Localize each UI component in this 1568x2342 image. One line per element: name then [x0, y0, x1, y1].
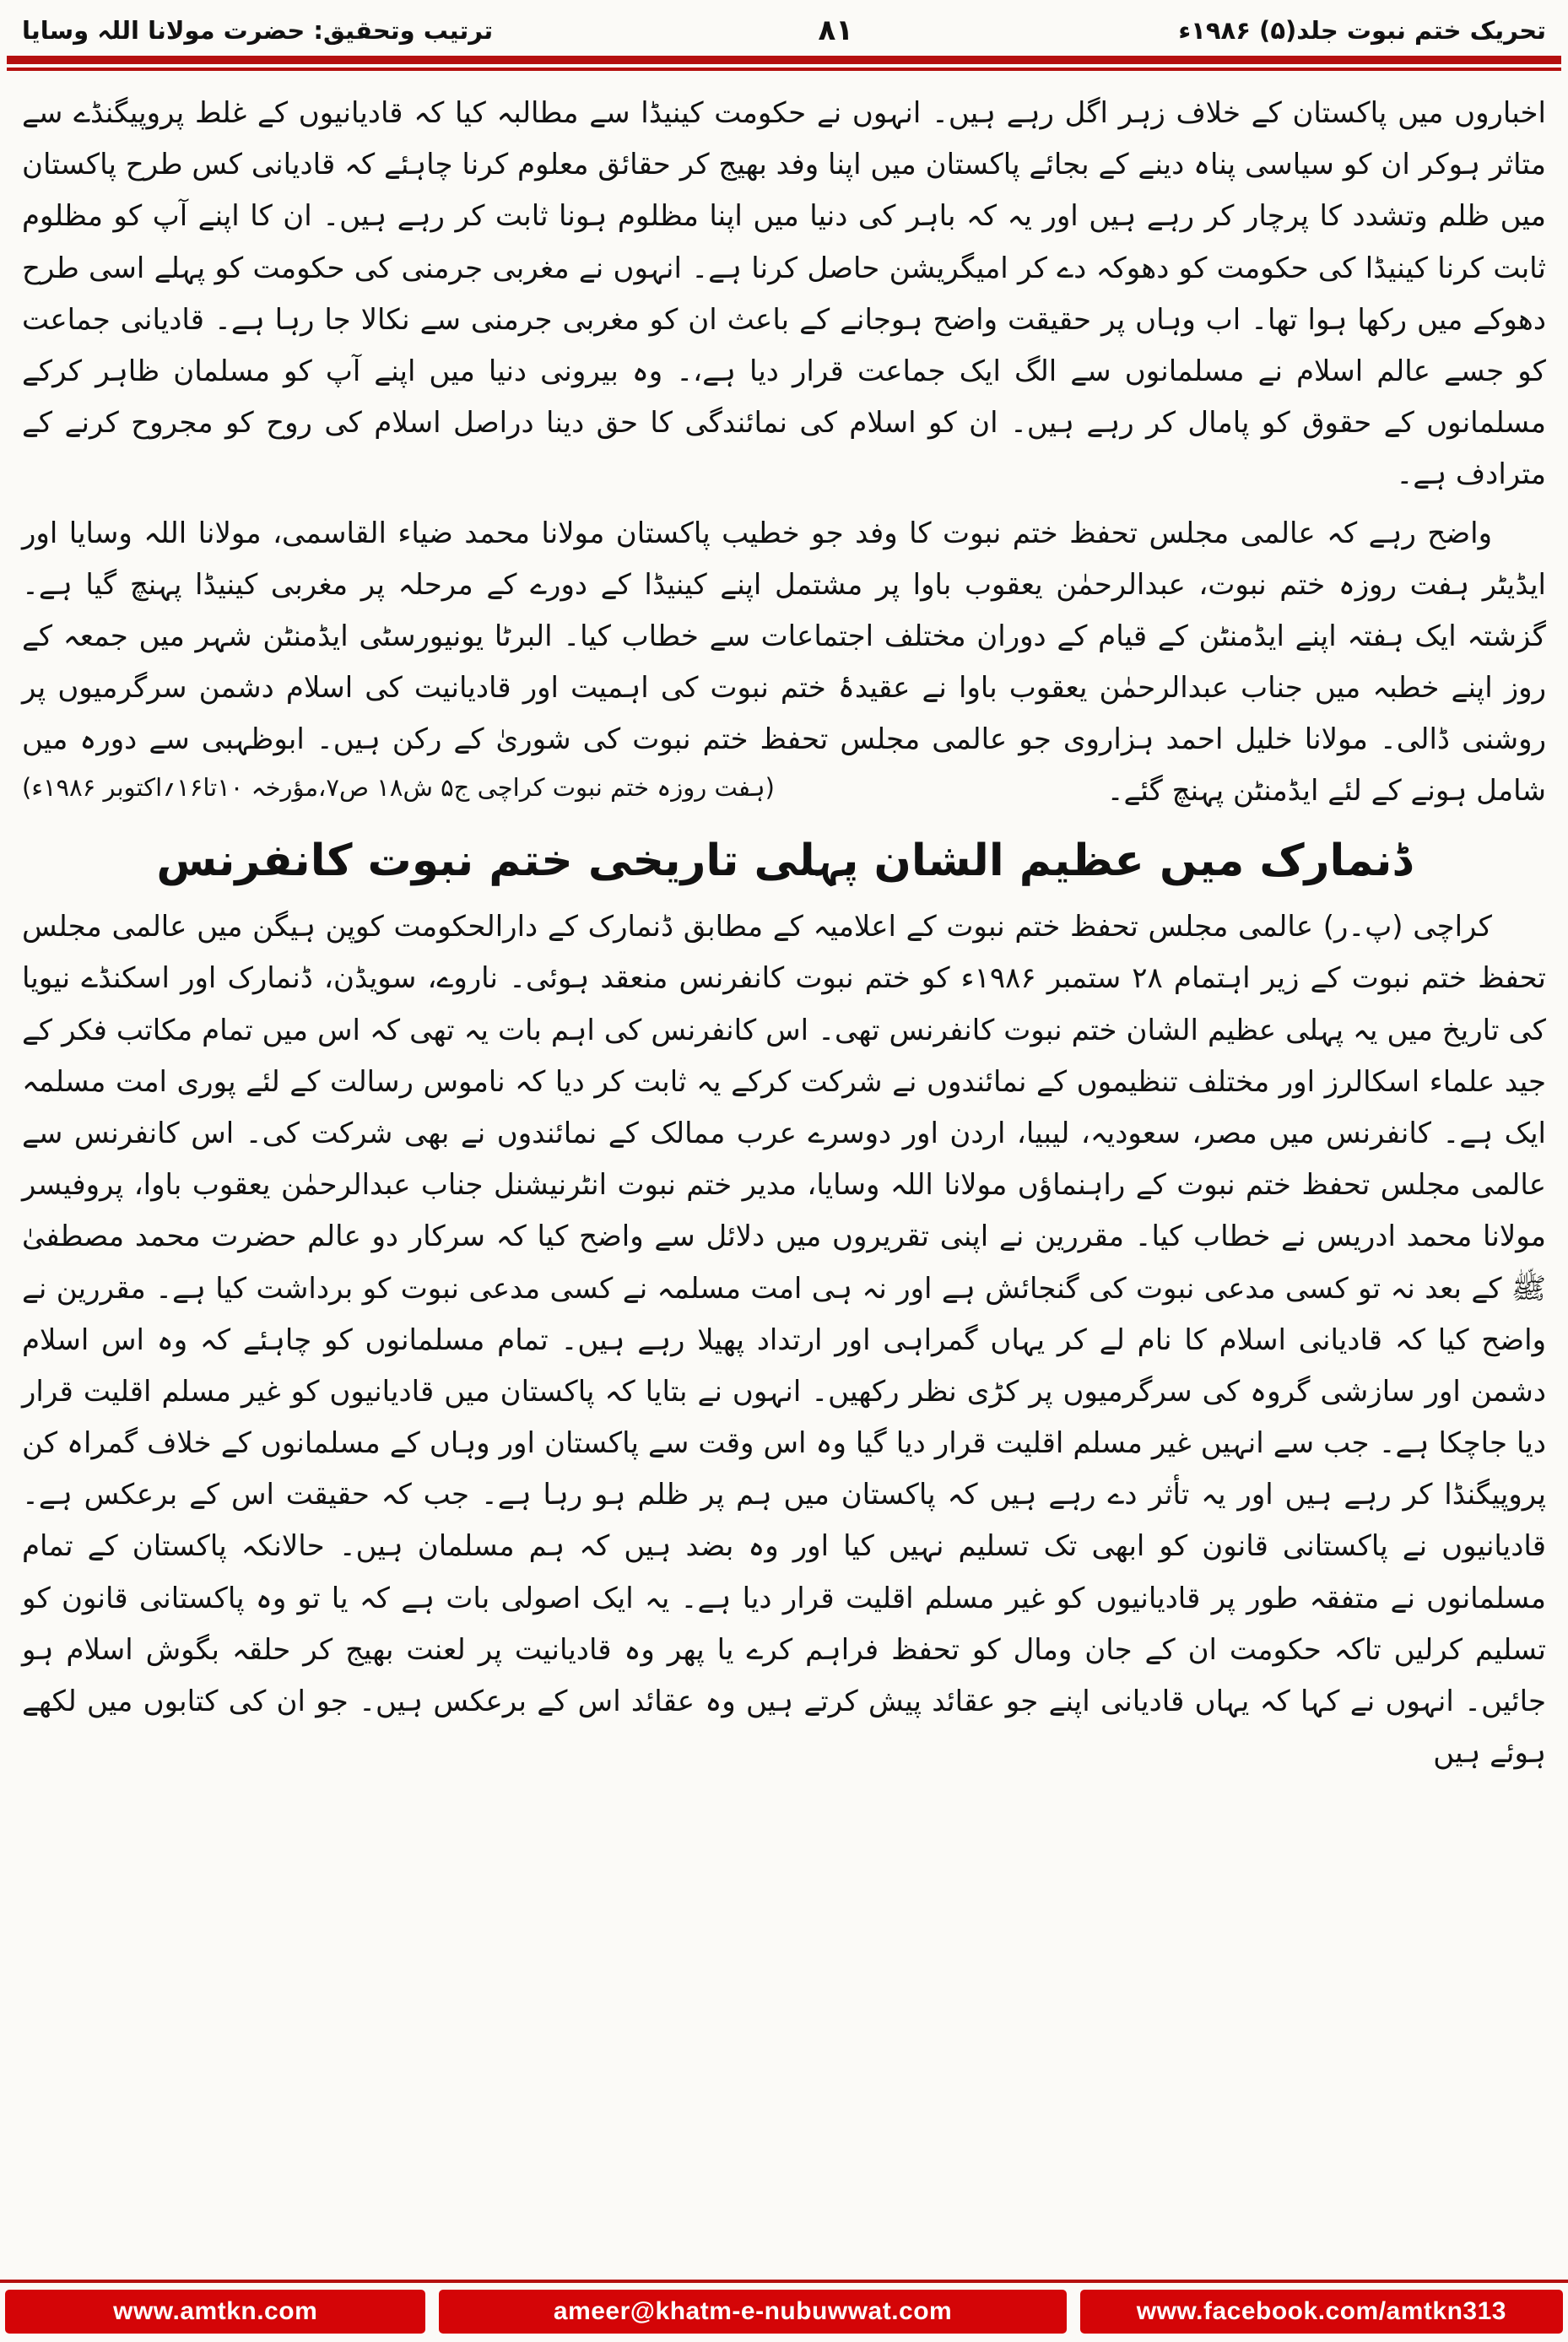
paragraph-2: [22, 508, 1546, 818]
footer-facebook-link: www.facebook.com/amtkn313: [1080, 2290, 1563, 2334]
page-body: [0, 71, 1568, 1779]
footer-email-address: ameer@khatm-e-nubuwwat.com: [439, 2290, 1066, 2334]
header-editor-line: ترتیب وتحقیق: حضرت مولانا اللہ وسایا: [22, 16, 494, 45]
reference-citation: (ہفت روزہ ختم نبوت کراچی ج۵ ش۱۸ ص۷،مؤرخہ ۱۰تا۱۶؍اکتوبر ۱۹۸۶ء): [22, 773, 775, 803]
section-heading: ڈنمارک میں عظیم الشان پہلی تاریخی ختم نبوت کانفرنس: [156, 835, 1412, 886]
paragraph-2-text: واضح رہے کہ عالمی مجلس تحفظ ختم نبوت کا وفد جو خطیب پاکستان مولانا محمد ضیاء القاسمی، مولانا اللہ وسایا اور ایڈیٹر ہفت روزہ ختم نبوت، عبدالرحمٰن یعقوب باوا پر مشتمل اپنے کینیڈا کے دورے کے مرحلہ پر مغربی کینیڈا پہنچ گیا ہے۔ گزشتہ ایک ہفتہ اپنے ایڈمنٹن کے قیام کے دوران مختلف اجتماعات سے خطاب کیا۔ البرٹا یونیورسٹی ایڈمنٹن شہر میں جمعہ کے روز اپنے خطبہ میں جناب عبدالرحمٰن یعقوب باوا نے عقیدۂ ختم نبوت کی اہمیت اور قادیانیت کی اسلام دشمن سرگرمیوں پر روشنی ڈالی۔ مولانا خلیل احمد ہزاروی جو عالمی مجلس تحفظ ختم نبوت کی شوریٰ کے رکن ہیں۔ ابوظہبی سے دورہ میں شامل ہونے کے لئے ایڈمنٹن پہنچ گئے۔: [22, 516, 1547, 809]
paragraph-3: کراچی (پ۔ر) عالمی مجلس تحفظ ختم نبوت کے اعلامیہ کے مطابق ڈنمارک کے دارالحکومت کوپن ہیگن میں عالمی مجلس تحفظ ختم نبوت کے زیر اہتمام ۲۸ ستمبر ۱۹۸۶ء کو ختم نبوت کانفرنس منعقد ہوئی۔ ناروے، سویڈن، ڈنمارک اور اسکنڈے نیویا کی تاریخ میں یہ پہلی عظیم الشان ختم نبوت کانفرنس تھی۔ اس کانفرنس کی اہم بات یہ تھی کہ اس میں تمام مکاتب فکر کے جید علماء اسکالرز اور مختلف تنظیموں کے نمائندوں نے شرکت کرکے یہ ثابت کر دیا کہ ناموس رسالت کے لئے پوری امت مسلمہ ایک ہے۔ کانفرنس میں مصر، سعودیہ، لیبیا، اردن اور دوسرے عرب ممالک کے نمائندوں نے بھی شرکت کی۔ اس کانفرنس سے عالمی مجلس تحفظ ختم نبوت کے راہنماؤں مولانا اللہ وسایا، مدیر ختم نبوت انٹرنیشنل جناب عبدالرحمٰن یعقوب باوا، پروفیسر مولانا محمد ادریس نے خطاب کیا۔ مقررین نے اپنی تقریروں میں دلائل سے واضح کیا کہ سرکار دو عالم حضرت محمد مصطفیٰ ﷺ کے بعد نہ تو کسی مدعی نبوت کی گنجائش ہے اور نہ ہی امت مسلمہ نے کسی مدعی نبوت کو برداشت کیا ہے۔ مقررین نے واضح کیا کہ قادیانی اسلام کا نام لے کر یہاں گمراہی اور ارتداد پھیلا رہے ہیں۔ تمام مسلمانوں کو چاہئے کہ وہ اس اسلام دشمن اور سازشی گروہ کی سرگرمیوں پر کڑی نظر رکھیں۔ انہوں نے بتایا کہ پاکستان میں قادیانیوں کو غیر مسلم اقلیت قرار دیا جاچکا ہے۔ جب سے انہیں غیر مسلم اقلیت قرار دیا گیا وہ اس وقت سے پاکستان اور وہاں کے مسلمانوں کے خلاف گمراہ کن پروپیگنڈا کر رہے ہیں اور یہ تأثر دے رہے ہیں کہ پاکستان میں ہم پر ظلم ہو رہا ہے۔ جب کہ حقیقت اس کے برعکس ہے۔ قادیانیوں نے پاکستانی قانون کو ابھی تک تسلیم نہیں کیا اور وہ بضد ہیں کہ ہم مسلمان ہیں۔ حالانکہ پاکستان کے تمام مسلمانوں نے متفقہ طور پر قادیانیوں کو غیر مسلم اقلیت قرار دیا ہے۔ یہ ایک اصولی بات ہے کہ یا تو وہ پاکستانی قانون کو تسلیم کرلیں تاکہ حکومت ان کے جان ومال کو تحفظ فراہم کرے یا پھر وہ قادیانیت پر لعنت بھیج کر حلقہ بگوش اسلام ہو جائیں۔ انہوں نے کہا کہ یہاں قادیانی اپنے جو عقائد پیش کرتے ہیں وہ عقائد اس کے برعکس ہیں۔ جو ان کی کتابوں میں لکھے ہوئے ہیں: [22, 910, 1547, 1771]
header-book-title: تحریک ختم نبوت جلد(۵) ۱۹۸۶ء: [1178, 16, 1546, 45]
footer-website-link: www.amtkn.com: [5, 2290, 425, 2334]
paragraph-1: اخباروں میں پاکستان کے خلاف زہر اگل رہے ہیں۔ انہوں نے حکومت کینیڈا سے مطالبہ کیا کہ قادیانیوں کے غلط پروپیگنڈے سے متاثر ہوکر ان کو سیاسی پناہ دینے کے بجائے پاکستان میں اپنا وفد بھیج کر حقائق معلوم کرنا چاہئے کہ قادیانی کس طرح پاکستان میں ظلم وتشدد کا پرچار کر رہے ہیں اور یہ کہ باہر کی دنیا میں اپنا مظلوم ہونا ثابت کر رہے ہیں۔ ان کا اپنے آپ کو مظلوم ثابت کرنا کینیڈا کی حکومت کو دھوکہ دے کر امیگریشن حاصل کرنا ہے۔ انہوں نے مغربی جرمنی کی حکومت کو پہلے اسی طرح دھوکے میں رکھا ہوا تھا۔ اب وہاں پر حقیقت واضح ہوجانے کے باعث ان کو مغربی جرمنی سے نکالا جا رہا ہے۔ قادیانی جماعت کو جسے عالم اسلام نے مسلمانوں سے الگ ایک جماعت قرار دیا ہے،۔ وہ بیرونی دنیا میں اپنے آپ کو مسلمان ظاہر کرکے مسلمانوں کے حقوق کو پامال کر رہے ہیں۔ ان کو اسلام کی نمائندگی کا حق دینا دراصل اسلام کی روح کو مجروح کرنے کے مترادف ہے۔: [22, 96, 1546, 492]
header-page-number: ۸۱: [818, 14, 853, 47]
footer-rule: [0, 2280, 1568, 2283]
page-header: [0, 0, 1568, 52]
footer-bars: [0, 2290, 1568, 2342]
page-footer: [0, 2280, 1568, 2342]
header-rule-thick: [7, 56, 1561, 64]
